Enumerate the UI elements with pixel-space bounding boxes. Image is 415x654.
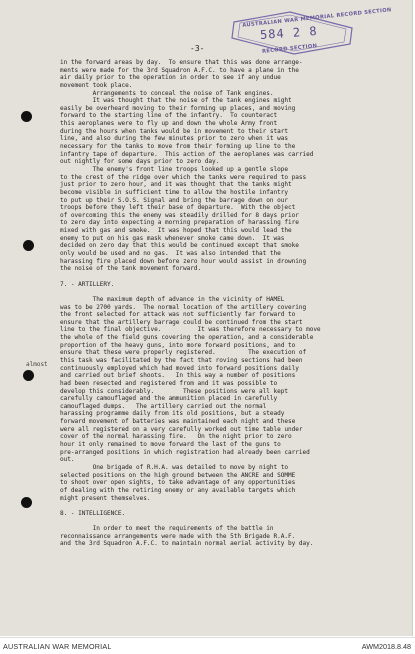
document-line: only would be used and no gas. It was also intended that the (60, 250, 281, 258)
document-line: and the 3rd Squadron A.F.C. to maintain normal aerial activity by day. (60, 540, 314, 548)
document-line: to zero day into expecting a morning preparation of harassing fire (60, 219, 299, 227)
document-line: the front selected for attack was not sufficiently far forward to (60, 311, 296, 319)
archive-footer (0, 637, 415, 654)
document-line: this aeroplanes were to fly up and down the whole Army front (60, 120, 278, 128)
document-line: necessary for the tanks to move from their forming up line to the (60, 143, 296, 151)
document-line: line to the final objective. It was therefore necessary to move (60, 326, 321, 334)
document-line: line, and also during the few minutes prior to zero when it was (60, 135, 288, 143)
document-line: forward movement of batteries was maintained each night and these (60, 418, 296, 426)
page-number: -3- (190, 44, 205, 53)
document-line (60, 517, 390, 525)
document-line (60, 273, 390, 281)
stamp-top-text: AUSTRALIAN WAR MEMORIAL RECORD SECTION (242, 7, 392, 29)
document-line: hour it only remained to move forward the last of the guns to (60, 441, 281, 449)
punch-hole-lower (23, 370, 34, 381)
stamp-number: 584 2 8 (259, 24, 318, 42)
document-line: out nightly for some days prior to zero day. (60, 158, 220, 166)
document-line: troops before they left their base of departure. With the object (60, 204, 296, 212)
document-line: 7. - ARTILLERY. (60, 280, 115, 288)
document-line: Arrangements to conceal the noise of Tank engines. (60, 89, 274, 97)
document-line: was to be 2700 yards. The normal location of the artillery covering (60, 303, 307, 311)
document-line: and carried out brief shoots. In this way a number of positions (60, 372, 296, 380)
handwritten-margin-note: almost (26, 361, 48, 368)
document-line: continuously employed which had moved into forward positions daily (60, 364, 299, 372)
document-line: The maximum depth of advance in the vicinity of HAMEL (60, 295, 285, 303)
document-line: selected positions on the high ground between the ANCRE and SOMME (60, 471, 296, 479)
record-section-stamp (228, 7, 392, 56)
document-line: ensure that the artillery barrage could be continued from the start (60, 318, 303, 326)
stamp-bottom-text: RECORD SECTION (261, 43, 318, 55)
document-line: proportion of the heavy guns, into more forward positions, and to (60, 341, 296, 349)
document-line: had been resected and registered from and it was possible to (60, 379, 278, 387)
document-line: harassing fire placed down before zero hour would assist in drowning (60, 257, 307, 265)
document-line: this task was facilitated by the fact that roving sections had been (60, 356, 303, 364)
document-line: 8. - INTELLIGENCE. (60, 509, 126, 517)
document-line: carefully camouflaged and the ammunition placed in carefully (60, 395, 278, 403)
document-line: might present themselves. (60, 494, 151, 502)
document-line: the noise of the tank movement forward. (60, 265, 202, 273)
document-line: of overcoming this the enemy was steadily drilled for 8 days prior (60, 211, 299, 219)
document-line: during the hours when tanks would be in movement to their start (60, 127, 288, 135)
document-line: decided on zero day that this would be continued except that smoke (60, 242, 299, 250)
punch-hole-middle (23, 240, 34, 251)
document-line: just prior to zero hour, and it was thought that the tanks might (60, 181, 292, 189)
document-line: The enemy's front line troops looked up a gentle slope (60, 165, 288, 173)
document-line: in the forward areas by day. To ensure that this was done arrange- (60, 59, 303, 66)
document-line: become visible in sufficient time to allow the hostile infantry (60, 188, 288, 196)
document-line: develop this considerably. These positions were all kept (60, 387, 288, 395)
document-line: air daily prior to the operation in order to see if any undue (60, 74, 281, 82)
document-line: pre-arranged positions in which registration had already been carried (60, 448, 310, 456)
document-line: In order to meet the requirements of the battle in (60, 525, 274, 533)
document-line: to shoot over open sights, to take advantage of any opportunities (60, 479, 296, 487)
document-line: harassing programme daily from its old positions, but a steady (60, 410, 285, 418)
document-line: movement took place. (60, 81, 133, 89)
document-line: It was thought that the noise of the tank engines might (60, 97, 292, 105)
document-line: infantry tape of departure. This action of the aeroplanes was carried (60, 150, 314, 158)
document-line: One brigade of R.H.A. was detailed to move by night to (60, 463, 288, 471)
document-line: were all registered on a very carefully worked out time table under (60, 425, 303, 433)
document-line: camouflaged dumps. The artillery carried out the normal (60, 402, 267, 410)
punch-hole-top (21, 111, 32, 122)
document-line (60, 288, 390, 296)
document-line: to put up their S.O.S. Signal and bring the barrage down on our (60, 196, 288, 204)
footer-institution: AUSTRALIAN WAR MEMORIAL (3, 642, 112, 651)
document-line: reconnaissance arrangements were made with the 5th Brigade R.A.F. (60, 532, 296, 540)
document-line: ments were made for the 3rd Squadron A.F.C. to have a plane in the (60, 66, 299, 74)
document-line: to the crest of the ridge over which the tanks were required to pass (60, 173, 307, 181)
document-line: easily be overheard moving to their forming up places, and moving (60, 104, 296, 112)
document-line: enemy to put on his gas mask whenever smoke came down. It was (60, 234, 285, 242)
document-line (60, 502, 390, 510)
document-line: mixed with gas and smoke. It was hoped that this would lead the (60, 227, 292, 235)
typed-document-body (60, 59, 390, 548)
punch-hole-bottom (21, 497, 32, 508)
document-line: out. (60, 456, 75, 464)
footer-accession-number: AWM2018.8.48 (361, 642, 411, 651)
document-line: cover of the normal harassing fire. On the night prior to zero (60, 433, 292, 441)
document-line: ensure that these were properly registered. The execution of (60, 349, 307, 357)
document-line: of dealing with the retiring enemy or any available targets which (60, 486, 296, 494)
document-line: forward to the starting line of the infantry. To counteract (60, 112, 278, 120)
document-line: the whole of the field guns covering the operation, and a considerable (60, 334, 314, 342)
